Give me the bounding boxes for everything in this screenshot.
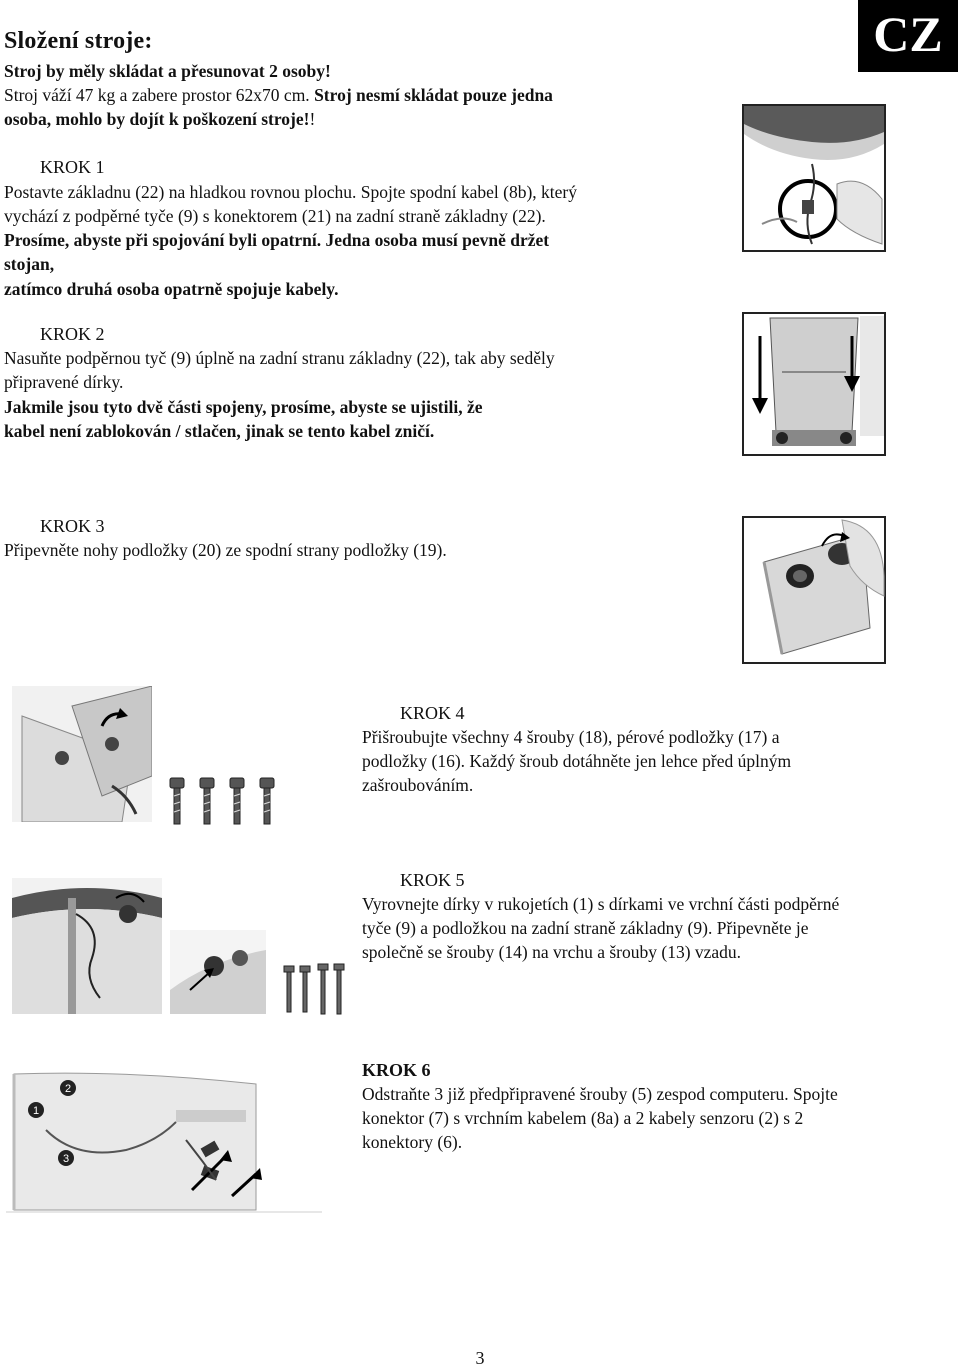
step-6-heading: KROK 6 xyxy=(362,1060,431,1080)
callout-2-label: 2 xyxy=(64,1083,72,1095)
step-3-illustration xyxy=(742,516,886,664)
step-4-line-3: zašroubováním. xyxy=(362,775,474,795)
intro-warning-3: osoba, mohlo by dojít k poškození stroje! xyxy=(4,109,310,129)
step-1-warning-1: Prosíme, abyste při spojování byli opatrní. Jedna osoba musí pevně držet xyxy=(4,230,550,250)
intro-line-2 xyxy=(4,83,553,107)
intro-warning-2: Stroj nesmí skládat pouze jedna xyxy=(309,85,553,105)
step-6-line-1: Odstraňte 3 již předpřipravené šrouby (5) zespod computeru. Spojte xyxy=(362,1084,838,1104)
intro-line-3 xyxy=(4,107,315,131)
step-3-heading: KROK 3 xyxy=(40,516,105,536)
step-6-line-2: konektor (7) s vrchním kabelem (8a) a 2 kabely senzoru (2) s 2 xyxy=(362,1108,804,1128)
step-5-line-1: Vyrovnejte dírky v rukojetích (1) s dírkami ve vrchní části podpěrné xyxy=(362,894,840,914)
step-6-illustration xyxy=(6,1070,322,1216)
step-1-line-2: vychází z podpěrné tyče (9) s konektorem (21) na zadní straně základny (22). xyxy=(4,206,546,226)
step-2-illustration xyxy=(742,312,886,456)
step-1-illustration xyxy=(742,104,886,252)
step-2-warning-2: kabel není zablokován / stlačen, jinak se tento kabel zničí. xyxy=(4,421,435,441)
step-5-photo-screws xyxy=(170,930,266,1014)
step-4-line-1: Přišroubujte všechny 4 šrouby (18), pérové podložky (17) a xyxy=(362,727,780,747)
step-6-line-3: konektory (6). xyxy=(362,1132,463,1152)
intro-end: ! xyxy=(309,109,316,129)
screws-18-icon xyxy=(160,768,290,830)
step-2-line-2: připravené dírky. xyxy=(4,372,124,392)
step-1-warning-2: stojan, xyxy=(4,254,55,274)
step-4-line-2: podložky (16). Každý šroub dotáhněte jen lehce před úplným xyxy=(362,751,792,771)
step-5-photo-handles xyxy=(12,878,162,1014)
step-4-photo xyxy=(12,686,152,822)
page-number: 3 xyxy=(475,1348,485,1368)
step-5-line-3: společně se šrouby (14) na vrchu a šrouby (13) vzadu. xyxy=(362,942,742,962)
step-1-heading: KROK 1 xyxy=(40,157,105,177)
step-3-line-1: Připevněte nohy podložky (20) ze spodní strany podložky (19). xyxy=(4,540,447,560)
step-1-line-1: Postavte základnu (22) na hladkou rovnou plochu. Spojte spodní kabel (8b), který xyxy=(4,182,578,202)
step-5-heading: KROK 5 xyxy=(400,870,465,890)
language-badge: CZ xyxy=(858,0,958,72)
step-5-line-2: tyče (9) a podložkou na zadní straně základny (9). Připevněte je xyxy=(362,918,809,938)
step-1-warning-3: zatímco druhá osoba opatrně spojuje kabely. xyxy=(4,279,339,299)
intro-weight: Stroj váží 47 kg a zabere prostor 62x70 cm. xyxy=(4,85,310,105)
step-4-heading: KROK 4 xyxy=(400,703,465,723)
step-2-line-1: Nasuňte podpěrnou tyč (9) úplně na zadní stranu základny (22), tak aby seděly xyxy=(4,348,555,368)
step-2-warning-1: Jakmile jsou tyto dvě části spojeny, prosíme, abyste se ujistili, že xyxy=(4,397,483,417)
callout-1-label: 1 xyxy=(32,1105,40,1117)
page-title: Složení stroje: xyxy=(4,28,153,54)
step-2-heading: KROK 2 xyxy=(40,324,105,344)
intro-warning-1: Stroj by měly skládat a přesunovat 2 osoby! xyxy=(4,61,331,81)
callout-3-label: 3 xyxy=(62,1153,70,1165)
screws-13-14-icon xyxy=(280,960,350,1016)
